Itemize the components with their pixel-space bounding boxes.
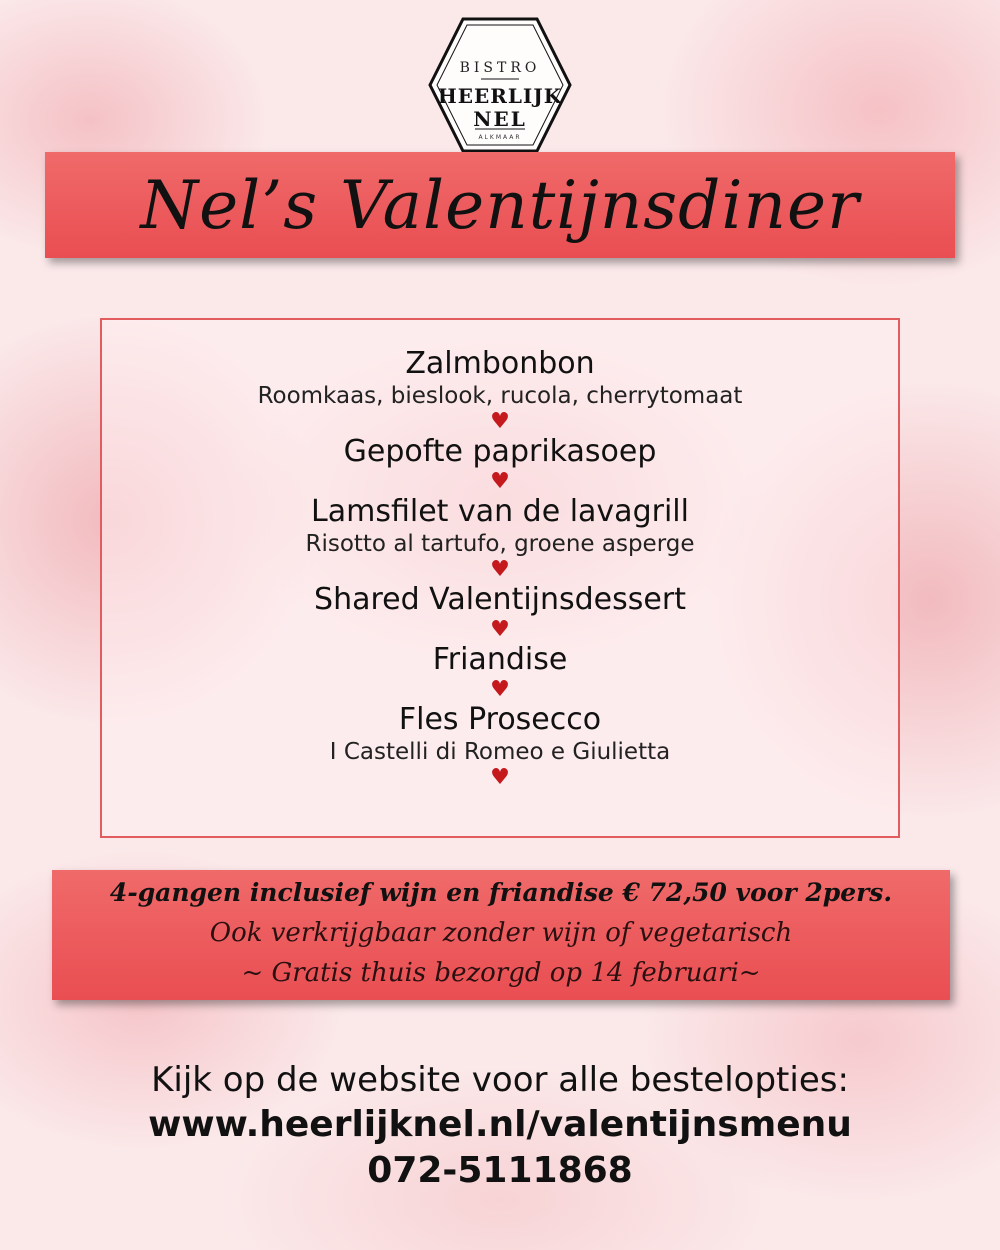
course-item [102,702,898,790]
course-description: I Castelli di Romeo e Giulietta [329,739,671,765]
course-item [102,642,898,702]
course-name: Zalmbonbon [405,346,595,381]
course-item [102,346,898,434]
heart-icon: ♥ [490,765,510,790]
heart-icon: ♥ [490,617,510,642]
phone-number[interactable]: 072-5111868 [367,1150,633,1191]
offer-options-line: Ook verkrijgbaar zonder wijn of vegetarisch [209,918,793,948]
course-name: Gepofte paprikasoep [343,434,657,469]
heart-icon: ♥ [490,409,510,434]
menu-box [100,318,900,838]
page-title: Nel’s Valentijnsdiner [140,166,860,244]
course-name: Fles Prosecco [398,702,602,737]
offer-banner [52,870,950,1000]
course-name: Shared Valentijnsdessert [314,582,686,617]
course-item [102,494,898,582]
logo-name-line2: NEL [473,107,527,131]
logo-name-line1: HEERLIJK [437,84,563,108]
logo [427,16,573,154]
offer-price-line: 4-gangen inclusief wijn en friandise € 72,50 voor 2pers. [109,878,893,907]
course-name: Friandise [432,642,568,677]
logo-bistro-text: BISTRO [459,60,541,76]
offer-delivery-line: ~ Gratis thuis bezorgd op 14 februari~ [241,958,761,988]
footer-note: Kijk op de website voor alle bestelopties: [151,1060,849,1100]
footer [0,1058,1000,1194]
course-item [102,434,898,494]
course-description: Risotto al tartufo, groene asperge [305,531,695,557]
heart-icon: ♥ [490,677,510,702]
title-banner [45,152,955,258]
website-link[interactable]: www.heerlijknel.nl/valentijnsmenu [148,1104,852,1145]
heart-icon: ♥ [490,557,510,582]
logo-city-text: ALKMAAR [478,134,522,141]
course-description: Roomkaas, bieslook, rucola, cherrytomaat [257,383,743,409]
course-name: Lamsfilet van de lavagrill [311,494,689,529]
course-item [102,582,898,642]
heart-icon: ♥ [490,469,510,494]
